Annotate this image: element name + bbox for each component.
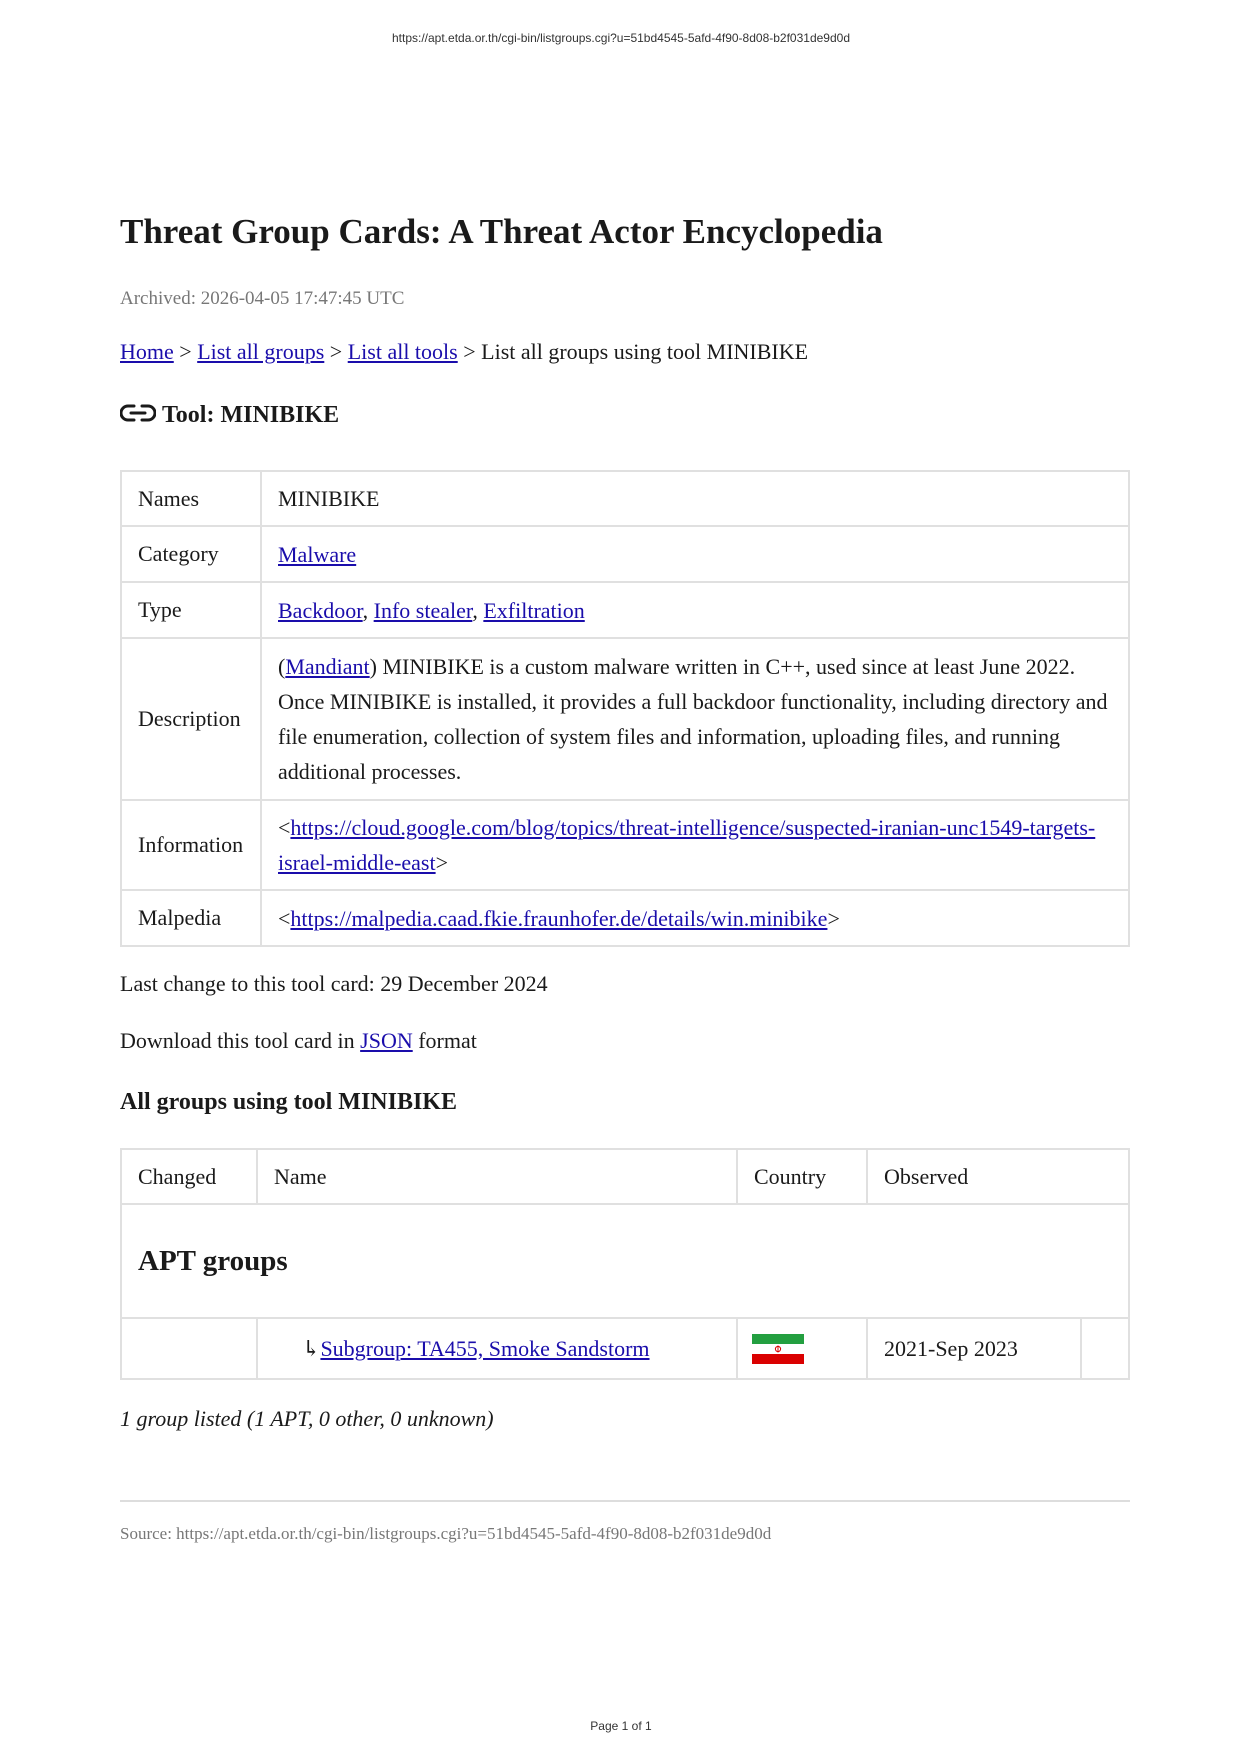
description-source-link[interactable]: Mandiant <box>285 654 370 679</box>
information-url-link[interactable]: https://cloud.google.com/blog/topics/threat-intelligence/suspected-iranian-unc1549-targets-israel-middle-east <box>278 815 1096 875</box>
subgroup-arrow-icon: ↳ <box>302 1335 321 1361</box>
download-line <box>120 1028 477 1054</box>
column-header-name: Name <box>257 1149 737 1204</box>
tool-row-information <box>121 800 1129 890</box>
breadcrumb-current: List all groups using tool MINIBIKE <box>481 339 809 364</box>
link-icon <box>120 402 156 424</box>
close-bracket: > <box>435 850 449 875</box>
download-suffix: format <box>418 1028 477 1053</box>
description-text: MINIBIKE is a custom malware written in C++, used since at least June 2022. Once MINIBIKE is installed, it provides a full backdoor functionality, including directory and file enumeration, collection of system files and information, uploading files, and running additional processes. <box>278 654 1108 784</box>
cell-changed <box>121 1318 257 1379</box>
table-row <box>121 1318 1129 1379</box>
open-bracket: < <box>278 815 291 840</box>
malpedia-cell <box>261 890 1129 946</box>
breadcrumb-home-link[interactable]: Home <box>120 339 174 364</box>
last-change-text: Last change to this tool card: 29 December 2024 <box>120 971 548 996</box>
cell-name <box>257 1318 737 1379</box>
type-exfiltration-link[interactable]: Exfiltration <box>483 597 585 623</box>
category-cell <box>261 526 1129 582</box>
breadcrumb <box>120 339 808 365</box>
archived-timestamp: Archived: 2026-04-05 17:47:45 UTC <box>120 288 405 309</box>
subgroup-link[interactable]: Subgroup: TA455, Smoke Sandstorm <box>320 1335 650 1361</box>
breadcrumb-separator: > <box>329 339 343 364</box>
breadcrumb-all-tools-link[interactable]: List all tools <box>347 339 458 364</box>
cell-country <box>737 1318 867 1379</box>
tool-row-description <box>121 638 1129 800</box>
groups-table <box>120 1148 1130 1380</box>
tool-heading <box>120 402 339 429</box>
tool-row-names <box>121 471 1129 526</box>
open-bracket: < <box>278 905 291 931</box>
cell-observed: 2021-Sep 2023 <box>867 1318 1081 1379</box>
malpedia-label: Malpedia <box>121 890 261 946</box>
information-cell <box>261 800 1129 890</box>
type-cell <box>261 582 1129 638</box>
groups-table-header <box>121 1149 1129 1204</box>
tool-row-category <box>121 526 1129 582</box>
download-json-link[interactable]: JSON <box>360 1028 413 1053</box>
malpedia-url-link[interactable]: https://malpedia.caad.fkie.fraunhofer.de/details/win.minibike <box>290 905 828 931</box>
groups-summary: 1 group listed (1 APT, 0 other, 0 unknown) <box>120 1406 494 1431</box>
column-header-changed: Changed <box>121 1149 257 1204</box>
information-label: Information <box>121 800 261 890</box>
page-number: Page 1 of 1 <box>590 1719 652 1733</box>
column-header-country: Country <box>737 1149 867 1204</box>
tool-card-table <box>120 470 1130 947</box>
breadcrumb-separator: > <box>179 339 192 364</box>
type-backdoor-link[interactable]: Backdoor <box>278 597 363 623</box>
names-label: Names <box>121 471 261 526</box>
section-title: APT groups <box>138 1244 288 1277</box>
names-value: MINIBIKE <box>261 471 1129 526</box>
open-paren: ( <box>278 654 286 679</box>
tool-row-malpedia <box>121 890 1129 946</box>
tool-heading-text: Tool: MINIBIKE <box>162 402 340 428</box>
print-header-url: https://apt.etda.or.th/cgi-bin/listgroups.cgi?u=51bd4545-5afd-4f90-8d08-b2f031de9d0d <box>391 31 850 45</box>
groups-section-row <box>121 1204 1129 1318</box>
groups-heading: All groups using tool MINIBIKE <box>120 1089 457 1115</box>
source-url: Source: https://apt.etda.or.th/cgi-bin/listgroups.cgi?u=51bd4545-5afd-4f90-8d08-b2f031de9d0d <box>120 1524 772 1543</box>
close-paren: ) <box>369 654 377 679</box>
type-info-stealer-link[interactable]: Info stealer <box>373 597 473 623</box>
page-title: Threat Group Cards: A Threat Actor Encyclopedia <box>120 212 883 251</box>
column-header-observed: Observed <box>867 1149 1129 1204</box>
cell-extra <box>1081 1318 1129 1379</box>
category-malware-link[interactable]: Malware <box>278 541 357 567</box>
iran-flag-icon <box>752 1334 804 1364</box>
type-separator: , <box>362 597 374 623</box>
description-cell <box>261 638 1129 800</box>
category-label: Category <box>121 526 261 582</box>
divider <box>120 1500 1130 1502</box>
download-prefix: Download this tool card in <box>120 1028 355 1053</box>
breadcrumb-all-groups-link[interactable]: List all groups <box>197 339 325 364</box>
close-bracket: > <box>827 905 840 931</box>
section-title-cell <box>121 1204 1129 1318</box>
tool-row-type <box>121 582 1129 638</box>
type-label: Type <box>121 582 261 638</box>
description-label: Description <box>121 638 261 800</box>
breadcrumb-separator: > <box>463 339 476 364</box>
type-separator: , <box>472 597 484 623</box>
